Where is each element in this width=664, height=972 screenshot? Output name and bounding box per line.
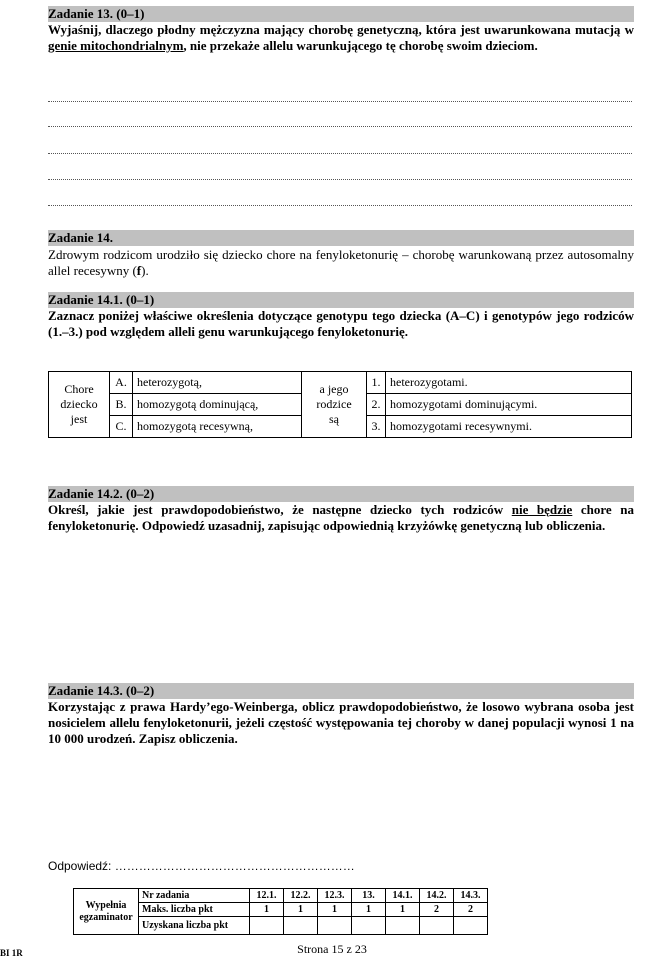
parents-label: a jego bbox=[319, 382, 349, 396]
task-14-header: Zadanie 14. bbox=[48, 230, 634, 246]
page-number: Strona 15 z 23 bbox=[297, 942, 367, 956]
task-14-1-text: Zaznacz poniżej właściwe określenia dotyczące genotypu tego dziecka (A–C) i genotypów jego rodziców (1.–3.) pod względem alleli genu warunkującego fenyloketonurię. bbox=[48, 308, 634, 339]
task-number: 12.3. bbox=[318, 889, 352, 903]
child-option-b[interactable]: homozygotą dominującą, bbox=[133, 394, 302, 416]
max-points: 1 bbox=[284, 903, 318, 917]
obtained-points-cell[interactable] bbox=[386, 917, 420, 935]
answer-line[interactable] bbox=[48, 205, 632, 206]
parents-label: są bbox=[329, 412, 339, 426]
score-table bbox=[73, 888, 488, 935]
parent-option-1[interactable]: heterozygotami. bbox=[386, 372, 632, 394]
task-14-2-answer-area[interactable] bbox=[48, 560, 632, 680]
task-14-2-text bbox=[48, 502, 634, 534]
answer-line[interactable] bbox=[48, 126, 632, 127]
child-label: Chore bbox=[64, 382, 94, 396]
max-points: 1 bbox=[352, 903, 386, 917]
option-letter-a[interactable]: A. bbox=[110, 372, 133, 394]
obtained-points-cell[interactable] bbox=[284, 917, 318, 935]
task-number: 14.3. bbox=[454, 889, 488, 903]
task-14-text bbox=[48, 247, 634, 279]
option-number-1[interactable]: 1. bbox=[367, 372, 386, 394]
task-14-3-header: Zadanie 14.3. (0–2) bbox=[48, 683, 634, 699]
max-points: 1 bbox=[318, 903, 352, 917]
obtained-points-cell[interactable] bbox=[250, 917, 284, 935]
task-14-3-text: Korzystając z prawa Hardy’ego-Weinberga, oblicz prawdopodobieństwo, że losowo wybrana osoba jest nosicielem allelu fenyloketonurii, jeżeli częstość występowania tej choroby w danej populacji wynosi 1 na 10 000 urodzeń. Zapisz obliczenia. bbox=[48, 699, 634, 746]
examiner-label: Wypełnia bbox=[85, 899, 127, 911]
option-number-3[interactable]: 3. bbox=[367, 416, 386, 438]
obtained-points-cell[interactable] bbox=[352, 917, 386, 935]
answer-line[interactable] bbox=[48, 179, 632, 180]
obtained-points-cell[interactable] bbox=[420, 917, 454, 935]
obtained-points-cell[interactable] bbox=[318, 917, 352, 935]
parent-option-2[interactable]: homozygotami dominującymi. bbox=[386, 394, 632, 416]
task-13-text bbox=[48, 22, 634, 54]
task-14-2-header: Zadanie 14.2. (0–2) bbox=[48, 486, 634, 502]
child-label: dziecko bbox=[60, 397, 98, 411]
task-number: 13. bbox=[352, 889, 386, 903]
task-13-underlined: genie mitochondrialnym bbox=[48, 38, 184, 53]
option-number-2[interactable]: 2. bbox=[367, 394, 386, 416]
child-option-a[interactable]: heterozygotą, bbox=[133, 372, 302, 394]
task-number: 14.1. bbox=[386, 889, 420, 903]
task-14-2-text-part: chore na fenyloketonurię. Odpowiedź uzasadnij, zapisując odpowiednią krzyżówkę genetyczną lub obliczenia. bbox=[48, 502, 635, 533]
row-label-max-points: Maks. liczba pkt bbox=[139, 903, 250, 917]
task-13-text-part: Wyjaśnij, dlaczego płodny mężczyzna mający chorobę genetyczną, która jest uwarunkowana mutacją w bbox=[48, 22, 634, 37]
max-points: 1 bbox=[386, 903, 420, 917]
examiner-label: egzaminator bbox=[79, 911, 133, 923]
max-points: 1 bbox=[250, 903, 284, 917]
examiner-label-cell bbox=[74, 889, 139, 935]
parent-option-3[interactable]: homozygotami recesywnymi. bbox=[386, 416, 632, 438]
task-14-3-answer-area[interactable] bbox=[48, 760, 632, 852]
task-14-2-underlined: nie będzie bbox=[511, 502, 573, 517]
option-letter-c[interactable]: C. bbox=[110, 416, 133, 438]
child-label-cell bbox=[49, 372, 110, 438]
max-points: 2 bbox=[454, 903, 488, 917]
option-letter-b[interactable]: B. bbox=[110, 394, 133, 416]
child-option-c[interactable]: homozygotą recesywną, bbox=[133, 416, 302, 438]
max-points: 2 bbox=[420, 903, 454, 917]
row-label-obtained-points: Uzyskana liczba pkt bbox=[139, 917, 250, 935]
exam-code: BI 1R bbox=[0, 948, 23, 958]
task-number: 14.2. bbox=[420, 889, 454, 903]
child-label: jest bbox=[70, 412, 88, 426]
parents-label-cell bbox=[302, 372, 367, 438]
task-14-2-text-part: Określ, jakie jest prawdopodobieństwo, że następne dziecko tych rodziców bbox=[48, 502, 512, 517]
allele-symbol: f bbox=[136, 263, 142, 278]
task-14-text-part: ). bbox=[141, 263, 149, 278]
task-14-1-header: Zadanie 14.1. (0–1) bbox=[48, 292, 634, 308]
genotype-table bbox=[48, 371, 632, 438]
task-number: 12.1. bbox=[250, 889, 284, 903]
task-13-text-part: , nie przekaże allelu warunkującego tę chorobę swoim dzieciom. bbox=[183, 38, 538, 53]
final-answer-line[interactable]: Odpowiedź: …………………………………………………… bbox=[48, 859, 355, 873]
row-label-task-number: Nr zadania bbox=[139, 889, 250, 903]
task-13-header: Zadanie 13. (0–1) bbox=[48, 6, 634, 22]
task-14-text-part: Zdrowym rodzicom urodziło się dziecko chore na fenyloketonurię – chorobę warunkowaną przez autosomalny allel recesywny ( bbox=[48, 247, 634, 278]
answer-line[interactable] bbox=[48, 101, 632, 102]
obtained-points-cell[interactable] bbox=[454, 917, 488, 935]
answer-line[interactable] bbox=[48, 153, 632, 154]
parents-label: rodzice bbox=[316, 397, 352, 411]
task-number: 12.2. bbox=[284, 889, 318, 903]
